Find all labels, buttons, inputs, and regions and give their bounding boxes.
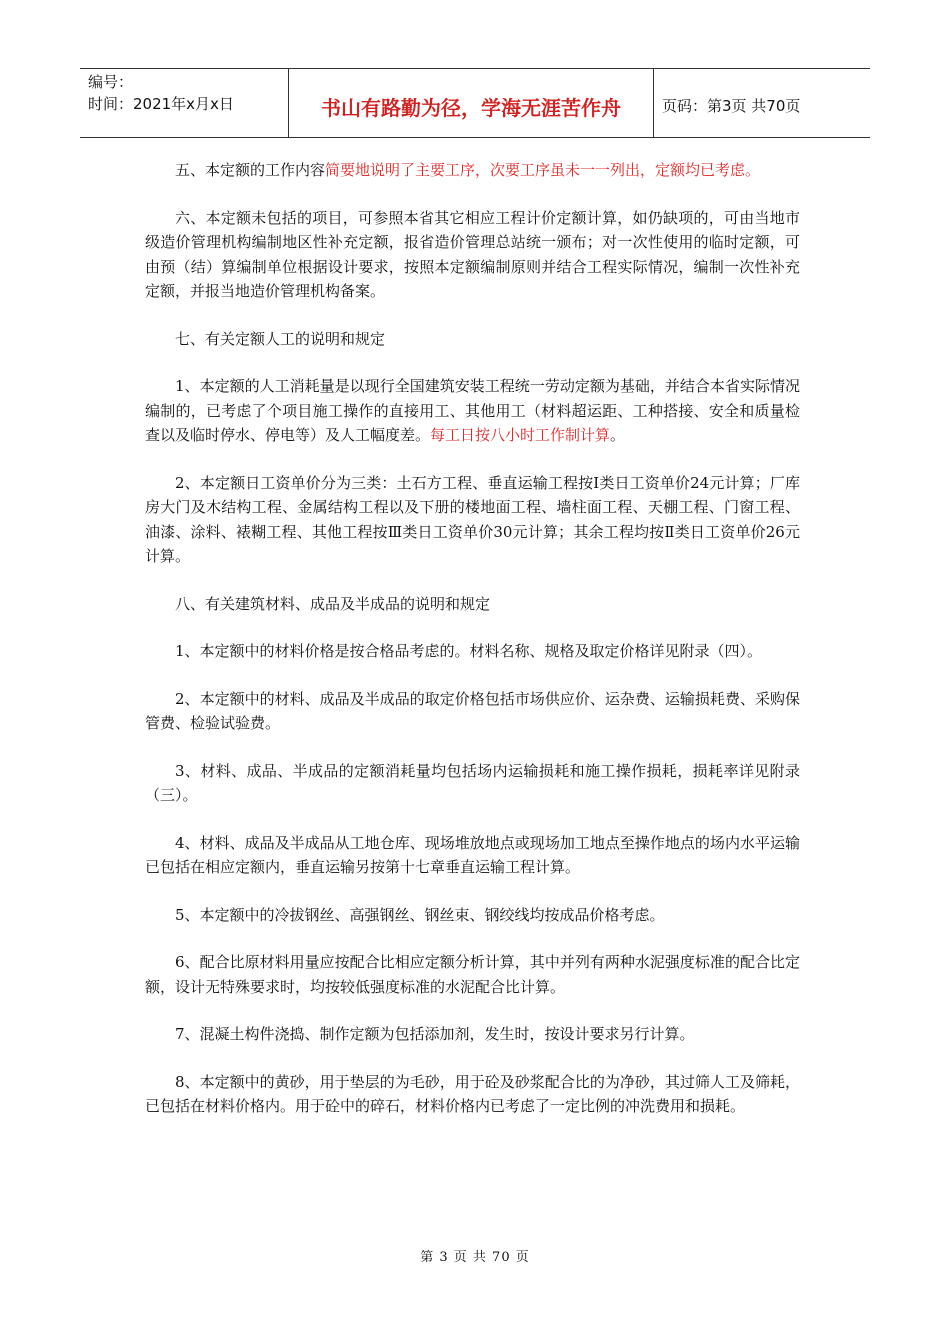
- paragraph-8-6: 6、配合比原材料用量应按配合比相应定额分析计算，其中并列有两种水泥强度标准的配合比定额，设计无特殊要求时，均按较低强度标准的水泥配合比计算。: [145, 953, 800, 996]
- paragraph-8-7: 7、混凝土构件浇捣、制作定额为包括添加剂，发生时，按设计要求另行计算。: [175, 1025, 695, 1043]
- paragraph-7-1: [145, 374, 800, 448]
- section-7-heading: 七、有关定额人工的说明和规定: [175, 329, 386, 348]
- paragraph-8-8: 8、本定额中的黄砂，用于垫层的为毛砂，用于砼及砂浆配合比的为净砂，其过筛人工及筛耗，已包括在材料价格内。用于砼中的碎石，材料价格内已考虑了一定比例的冲洗费用和损耗。: [145, 1072, 800, 1115]
- paragraph-7-1-highlight: 每工日按八小时工作制计算: [430, 426, 611, 444]
- header-page-info: 页码：第3页 共70页: [662, 96, 801, 115]
- paragraph-7-1-end: 。: [610, 426, 626, 444]
- section-8-heading: 八、有关建筑材料、成品及半成品的说明和规定: [175, 594, 491, 613]
- number-label: 编号：: [88, 73, 134, 91]
- document-body: [145, 158, 800, 1142]
- page-footer: 第 3 页 共 70 页: [420, 1250, 530, 1265]
- header-meta: [80, 69, 289, 137]
- paragraph-8-5: 5、本定额中的冷拔钢丝、高强钢丝、钢丝束、钢绞线均按成品价格考虑。: [175, 905, 665, 924]
- paragraph-5-text: 五、本定额的工作内容: [175, 161, 326, 179]
- paragraph-5-highlight: 简要地说明了主要工序，次要工序虽未一一列出，定额均已考虑。: [325, 161, 761, 179]
- paragraph-8-2: 2、本定额中的材料、成品及半成品的取定价格包括市场供应价、运杂费、运输损耗费、采购保管费、检验试验费。: [145, 689, 800, 732]
- paragraph-8-3: 3、材料、成品、半成品的定额消耗量均包括场内运输损耗和施工操作损耗，损耗率详见附录（三）。: [145, 761, 800, 804]
- paragraph-8-4: 4、材料、成品及半成品从工地仓库、现场堆放地点或现场加工地点至操作地点的场内水平运输已包括在相应定额内，垂直运输另按第十七章垂直运输工程计算。: [145, 833, 800, 876]
- paragraph-8-1: 1、本定额中的材料价格是按合格品考虑的。材料名称、规格及取定价格详见附录（四）。: [175, 642, 763, 660]
- paragraph-6: 六、本定额未包括的项目，可参照本省其它相应工程计价定额计算，如仍缺项的，可由当地市级造价管理机构编制地区性补充定额，报省造价管理总站统一颁布；对一次性使用的临时定额，可由预（结）算编制单位根据设计要求，按照本定额编制原则并结合工程实际情况，编制一次性补充定额，并报当地造价管理机构备案。: [145, 208, 800, 300]
- paragraph-5: [145, 158, 800, 183]
- paragraph-7-2: 2、本定额日工资单价分为三类：土石方工程、垂直运输工程按Ⅰ类日工资单价24元计算；厂库房大门及木结构工程、金属结构工程以及下册的楼地面工程、墙柱面工程、天棚工程、门窗工程、油漆、涂料、裱糊工程、其他工程按Ⅲ类日工资单价30元计算；其余工程均按Ⅱ类日工资单价26元计算。: [145, 473, 800, 565]
- time-label: 时间：2021年x月x日: [88, 95, 234, 113]
- paragraph-7-1-text: 1、本定额的人工消耗量是以现行全国建筑安装工程统一劳动定额为基础，并结合本省实际情况编制的，已考虑了个项目施工操作的直接用工、其他用工（材料超运距、工种搭接、安全和质量检查以及临时停水、停电等）及人工幅度差。: [145, 377, 800, 444]
- document-header: [80, 68, 870, 138]
- header-motto: 书山有路勤为径，学海无涯苦作舟: [289, 69, 654, 137]
